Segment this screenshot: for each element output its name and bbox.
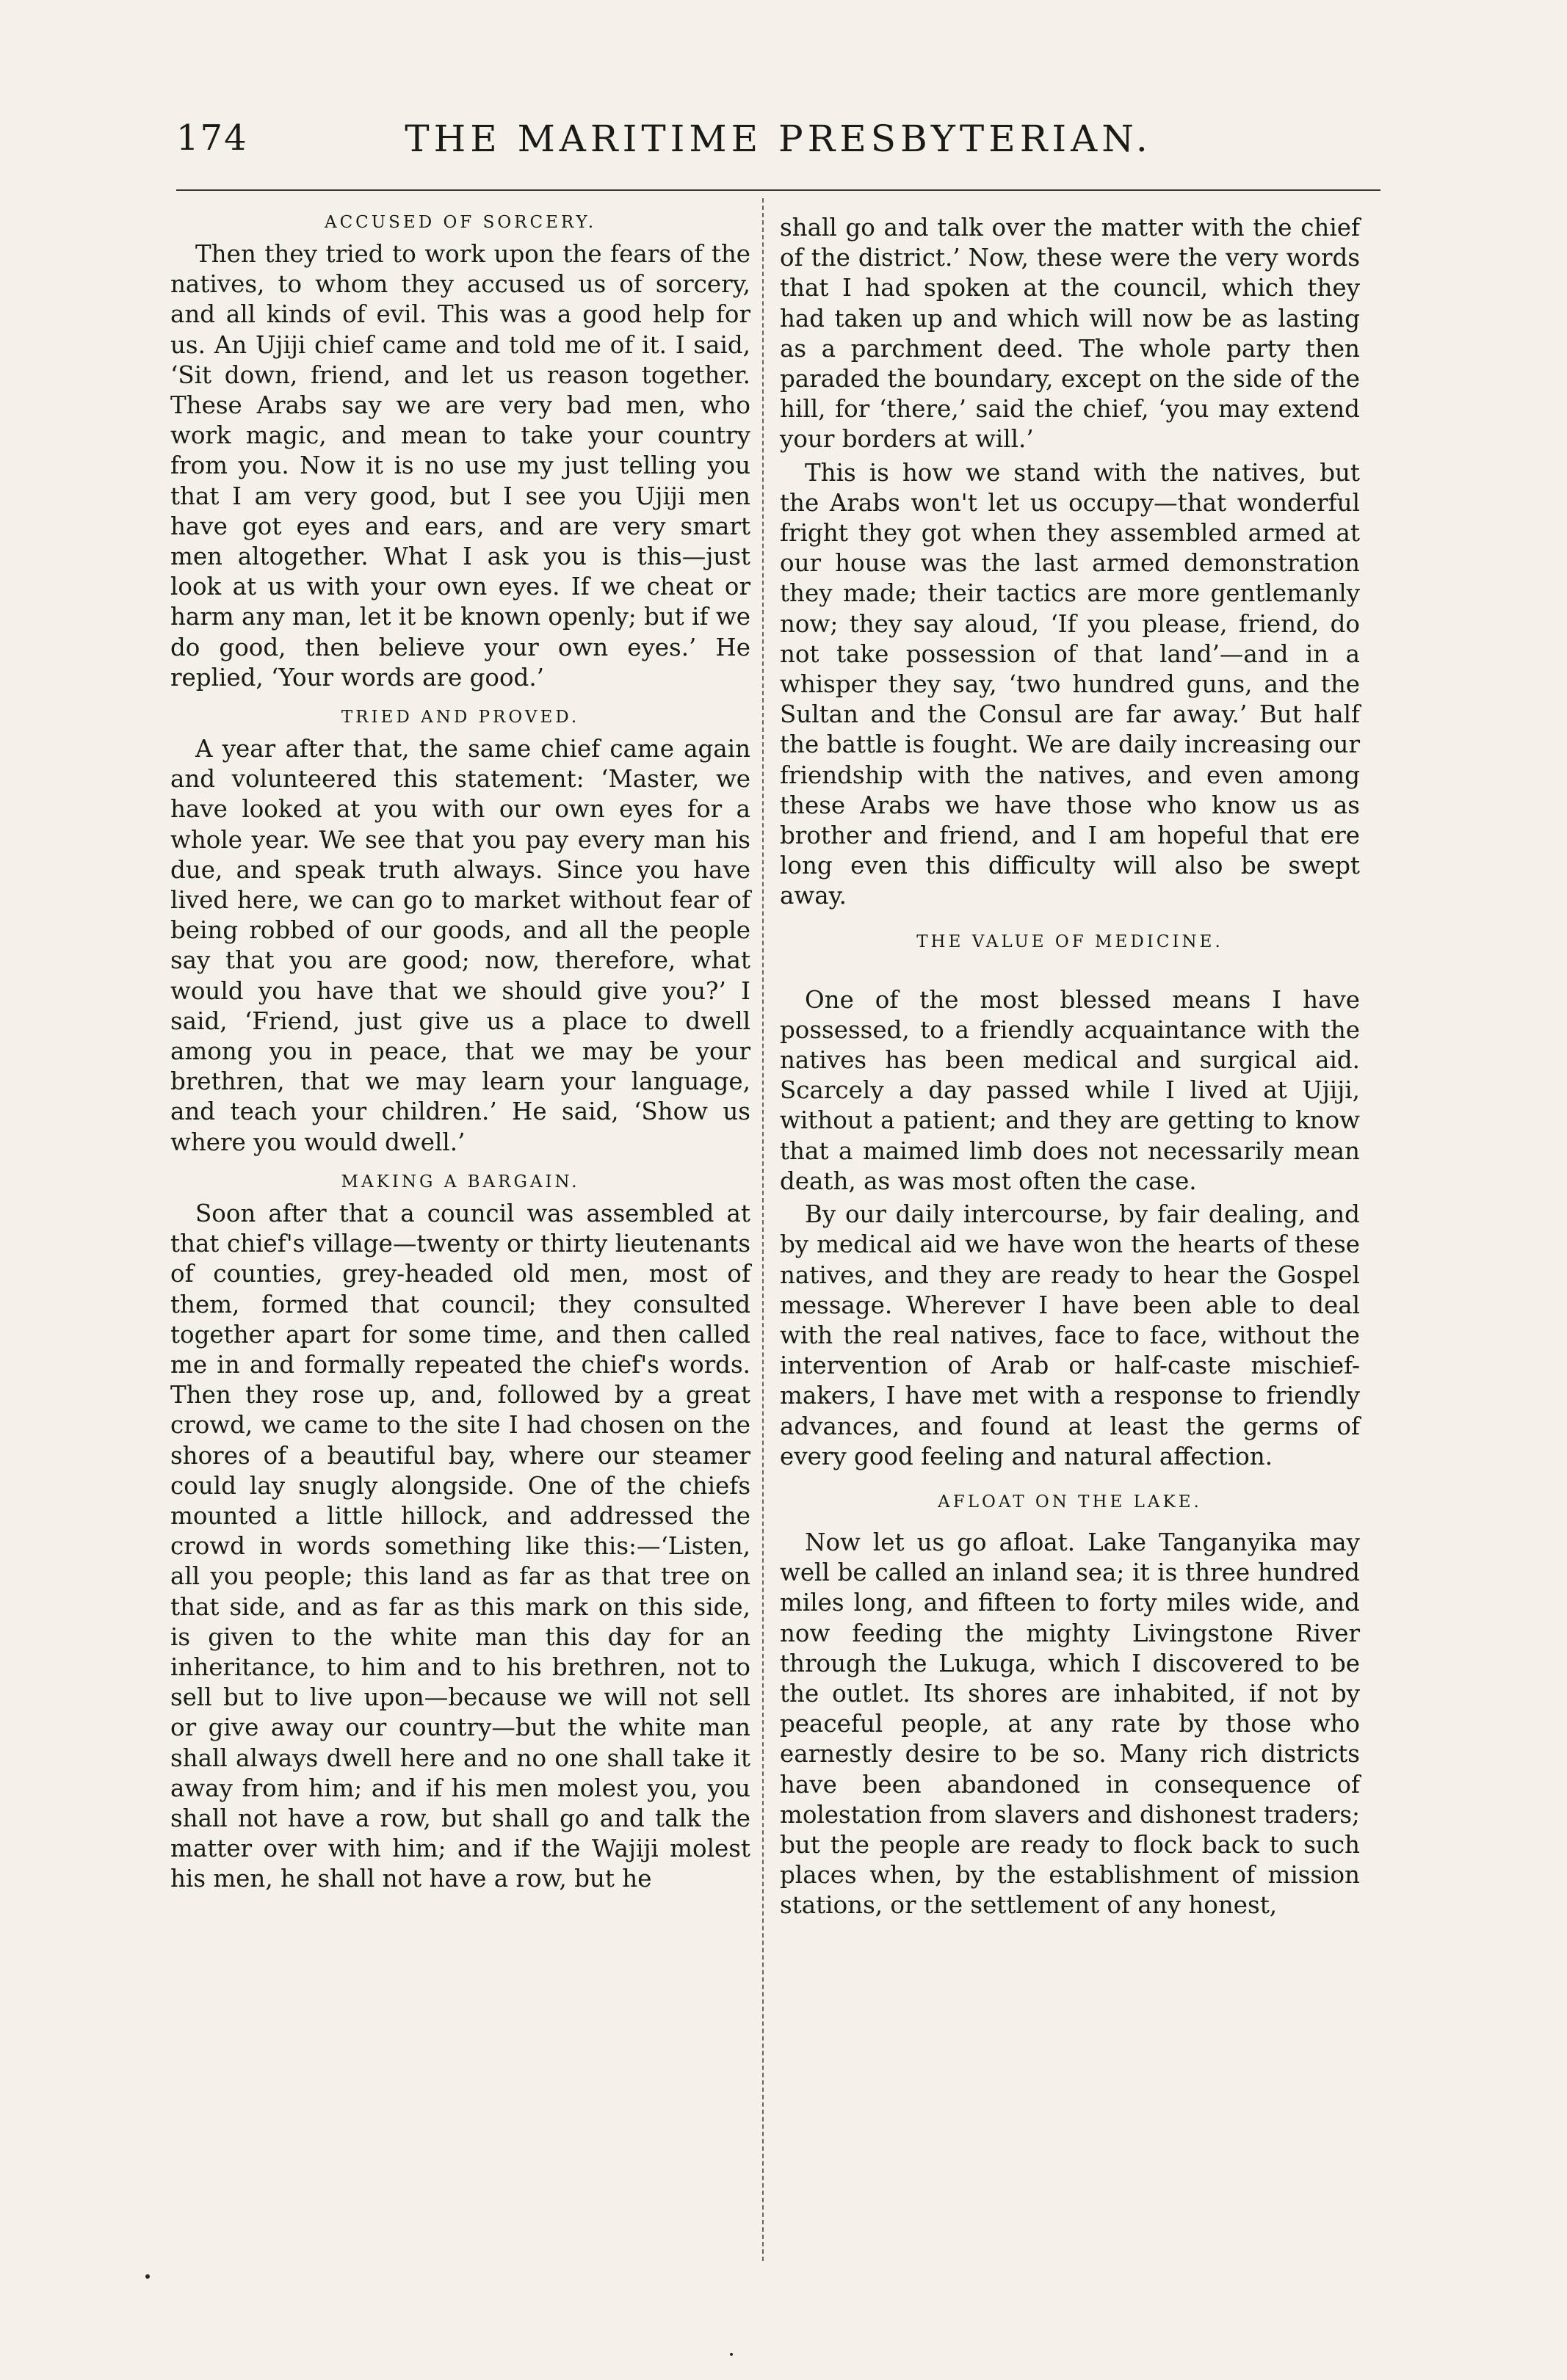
section-heading-afloat: AFLOAT ON THE LAKE. <box>938 1492 1202 1512</box>
paragraph-medicine-1: One of the most blessed means I have possessed, to a friendly acquaintance with the natives has been medical and surgical aid. Scarcely a day passed while I lived at Ujiji, without a patient; and they are getting to know that a maimed limb does not necessarily mean death, as was most often the case. <box>780 985 1360 1195</box>
page-number: 174 <box>176 117 248 159</box>
page-header <box>176 117 1380 169</box>
paragraph-continued: shall go and talk over the matter with the chief of the district.’ Now, these were the very words that I had spoken at the council, which they had taken up and which will now be as lasting as a parchment deed. The whole party then paraded the boundary, except on the side of the hill, for ‘there,’ said the chief, ‘you may extend your borders at will.’ <box>780 214 1360 454</box>
right-column <box>780 213 1360 1924</box>
left-column <box>170 213 750 1898</box>
section-heading-tried: TRIED AND PROVED. <box>341 708 580 728</box>
ink-speck <box>730 2353 733 2356</box>
paragraph-afloat: Now let us go afloat. Lake Tanganyika may well be called an inland sea; it is three hundred miles long, and fifteen to forty miles wide, and now feeding the mighty Livingstone River through the Lukuga, which I discovered to be the outlet. Its shores are inhabited, if not by peaceful people, at any rate by those who earnestly desire to be so. Many rich districts have been abandoned in consequence of molestation from slavers and dishonest traders; but the people are ready to flock back to such places when, by the establishment of mission stations, or the settlement of any honest, <box>780 1528 1360 1920</box>
section-heading-sorcery: ACCUSED OF SORCERY. <box>324 213 597 232</box>
column-divider <box>762 198 764 2261</box>
paragraph-bargain: Soon after that a council was assembled at that chief's village—twenty or thirty lieutenants of counties, grey-headed old men, most of them, formed that council; they consulted together apart for some time, and then called me in and formally repeated the chief's words. Then they rose up, and, followed by a great crowd, we came to the site I had chosen on the shores of a beautiful bay, where our steamer could lay snugly alongside. One of the chiefs mounted a little hillock, and addressed the crowd in words something like this:—‘Listen, all you people; this land as far as that tree on that side, and as far as this mark on this side, is given to the white man this day for an inheritance, to him and to his brethren, not to sell but to live upon—because we will not sell or give away our country—but the white man shall always dwell here and no one shall take it away from him; and if his men molest you, you shall not have a row, but shall go and talk the matter over with him; and if the Wajiji molest his men, he shall not have a row, but he <box>170 1199 750 1893</box>
section-heading-medicine: THE VALUE OF MEDICINE. <box>916 932 1223 951</box>
section-heading-bargain: MAKING A BARGAIN. <box>341 1172 580 1191</box>
paragraph-natives: This is how we stand with the natives, but the Arabs won't let us occupy—that wonderful fright they got when they assembled armed at our house was the last armed demonstration they made; their tactics are more gentlemanly now; they say aloud, ‘If you please, friend, do not take possession of that land’—and in a whisper they say, ‘two hundred guns, and the Sultan and the Consul are far away.’ But half the battle is fought. We are daily increasing our friendship with the natives, and even among these Arabs we have those who know us as brother and friend, and I am hopeful that ere long even this difficulty will also be swept away. <box>780 458 1360 910</box>
paragraph-tried: A year after that, the same chief came again and volunteered this statement: ‘Master, we have looked at you with our own eyes for a whole year. We see that you pay every man his due, and speak truth always. Since you have lived here, we can go to market without fear of being robbed of our goods, and all the people say that you are good; now, therefore, what would you have that we should give you?’ I said, ‘Friend, just give us a place to dwell among you in peace, that we may be your brethren, that we may learn your language, and teach your children.’ He said, ‘Show us where you would dwell.’ <box>170 735 750 1156</box>
ink-speck <box>145 2274 150 2279</box>
paragraph-sorcery: Then they tried to work upon the fears of the natives, to whom they accused us of sorcery, and all kinds of evil. This was a good help for us. An Ujiji chief came and told me of it. I said, ‘Sit down, friend, and let us reason together. These Arabs say we are very bad men, who work magic, and mean to take your country from you. Now it is no use my just telling you that I am very good, but I see you Ujiji men have got eyes and ears, and are very smart men altogether. What I ask you is this—just look at us with your own eyes. If we cheat or harm any man, let it be known openly; but if we do good, then believe your own eyes.’ He replied, ‘Your words are good.’ <box>170 240 750 692</box>
running-title: THE MARITIME PRESBYTERIAN. <box>405 117 1152 160</box>
header-rule <box>176 189 1380 191</box>
paragraph-medicine-2: By our daily intercourse, by fair dealing, and by medical aid we have won the hearts of these natives, and they are ready to hear the Gospel message. Wherever I have been able to deal with the real natives, face to face, without the intervention of Arab or half-caste mischief-makers, I have met with a response to friendly advances, and found at least the germs of every good feeling and natural affection. <box>780 1200 1360 1470</box>
